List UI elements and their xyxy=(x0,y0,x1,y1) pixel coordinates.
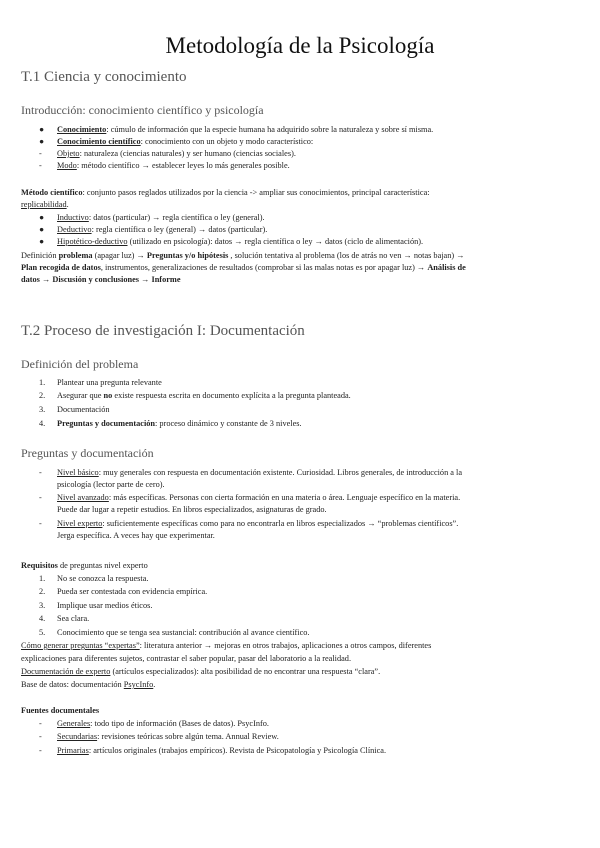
paragraph-como-generar-cont: explicaciones para diferentes sujetos, contrastar el saber popular, pasar del laboratorio a la realidad. xyxy=(21,654,352,663)
list-item-nivel-basico-cont: psicología (lector parte de cero). xyxy=(57,480,165,489)
list-item-fuente-secundarias: Secundarias: revisiones teóricas sobre algún tema. Annual Review. xyxy=(57,732,279,741)
list-item-requisito: Pueda ser contestada con evidencia empírica. xyxy=(57,587,208,596)
list-item-requisito: Conocimiento que se tenga sea sustancial: contribución al avance científico. xyxy=(57,628,310,637)
list-item-hipotetico-deductivo: Hipotético-deductivo (utilizado en psicología): datos → regla científica o ley → datos (ciclo de alimentación). xyxy=(57,237,424,246)
subheading-definicion-problema: Definición del problema xyxy=(21,357,139,371)
list-item-definicion: Preguntas y documentación: proceso dinámico y constante de 3 niveles. xyxy=(57,419,302,428)
dash-marker: - xyxy=(39,519,42,528)
list-item-fuente-primarias: Primarias: artículos originales (trabajos empíricos). Revista de Psicopatología y Psicología Clínica. xyxy=(57,746,387,755)
list-item-requisito: No se conozca la respuesta. xyxy=(57,574,149,583)
paragraph-documentacion-experto: Documentación de experto (artículos especializados): alta posibilidad de no encontrar una respuesta “clara”. xyxy=(21,667,381,676)
list-number: 1. xyxy=(39,574,46,583)
bullet-marker: ● xyxy=(39,237,45,246)
list-item-definicion: Plantear una pregunta relevante xyxy=(57,378,162,387)
list-item-definicion: Asegurar que no existe respuesta escrita en documento explícita a la pregunta planteada. xyxy=(57,391,351,400)
list-item-nivel-experto: Nivel experto: suficientemente específicas como para no encontrarla en libros especializados → “problemas científicos”. xyxy=(57,519,459,528)
subheading-introduccion: Introducción: conocimiento científico y psicología xyxy=(21,103,264,117)
paragraph-flow-line-2: Plan recogida de datos, instrumentos, generalizaciones de resultados (comprobar si las malas notas es por apagar luz) → Análisis de xyxy=(21,263,466,272)
paragraph-como-generar: Cómo generar preguntas “expertas”: literatura anterior → mejoras en otros trabajos, aplicaciones a otros campos, diferentes xyxy=(21,641,432,650)
dash-marker: - xyxy=(39,161,42,170)
bullet-marker: ● xyxy=(39,225,45,234)
list-number: 4. xyxy=(39,419,46,428)
bullet-marker: ● xyxy=(39,213,45,222)
list-item-nivel-basico: Nivel básico: muy generales con respuesta en documentación existente. Curiosidad. Libros generales, de introducción a la xyxy=(57,468,463,477)
dash-marker: - xyxy=(39,746,42,755)
list-number: 3. xyxy=(39,405,46,414)
dash-marker: - xyxy=(39,468,42,477)
list-item-conocimiento-cientifico: Conocimiento científico: conocimiento con un objeto y modo característico: xyxy=(57,137,314,146)
list-item-definicion: Documentación xyxy=(57,405,110,414)
list-item-nivel-experto-cont: Jerga específica. A veces hay que experimentar. xyxy=(57,531,215,540)
section-heading-t2: T.2 Proceso de investigación I: Documentación xyxy=(21,323,305,339)
list-item-nivel-avanzado: Nivel avanzado: más específicas. Personas con cierta formación en una materia o área. Lenguaje específico en la materia. xyxy=(57,493,461,502)
paragraph-requisitos: Requisitos de preguntas nivel experto xyxy=(21,561,148,570)
subheading-preguntas-documentacion: Preguntas y documentación xyxy=(21,446,154,460)
paragraph-base-datos: Base de datos: documentación PsycInfo. xyxy=(21,680,156,689)
list-number: 2. xyxy=(39,587,46,596)
fuentes-heading: Fuentes documentales xyxy=(21,706,100,715)
list-number: 1. xyxy=(39,378,46,387)
bullet-marker: ● xyxy=(39,125,45,134)
list-item-deductivo: Deductivo: regla científica o ley (general) → datos (particular). xyxy=(57,225,268,234)
list-item-conocimiento: Conocimiento: cúmulo de información que la especie humana ha adquirido sobre la naturaleza y sobre sí misma. xyxy=(57,125,434,134)
list-item-inductivo: Inductivo: datos (particular) → regla científica o ley (general). xyxy=(57,213,265,222)
list-number: 3. xyxy=(39,601,46,610)
dash-marker: - xyxy=(39,149,42,158)
paragraph-flow-line-1: Definición problema (apagar luz) → Preguntas y/o hipótesis , solución tentativa al problema (los de atrás no ven → notas bajan) → xyxy=(21,251,465,260)
page-title: Metodología de la Psicología xyxy=(165,33,435,58)
section-heading-t1: T.1 Ciencia y conocimiento xyxy=(21,69,187,85)
list-item-fuente-generales: Generales: todo tipo de información (Bases de datos). PsycInfo. xyxy=(57,719,269,728)
dash-marker: - xyxy=(39,493,42,502)
list-item-objeto: Objeto: naturaleza (ciencias naturales) y ser humano (ciencias sociales). xyxy=(57,149,296,158)
list-number: 5. xyxy=(39,628,46,637)
list-item-nivel-avanzado-cont: Puede dar lugar a repetir estudios. En libros especializados, asignaturas de grado. xyxy=(57,505,327,514)
paragraph-replicabilidad: replicabilidad. xyxy=(21,200,69,209)
list-item-requisito: Implique usar medios éticos. xyxy=(57,601,153,610)
dash-marker: - xyxy=(39,732,42,741)
list-item-modo: Modo: método científico → establecer leyes lo más generales posible. xyxy=(57,161,290,170)
list-item-requisito: Sea clara. xyxy=(57,614,90,623)
bullet-marker: ● xyxy=(39,137,45,146)
dash-marker: - xyxy=(39,719,42,728)
list-number: 4. xyxy=(39,614,46,623)
paragraph-metodo-cientifico: Método científico: conjunto pasos reglados utilizados por la ciencia -> ampliar sus conocimientos, principal característica: xyxy=(21,188,430,197)
paragraph-flow-line-3: datos → Discusión y conclusiones → Informe xyxy=(21,275,181,284)
list-number: 2. xyxy=(39,391,46,400)
